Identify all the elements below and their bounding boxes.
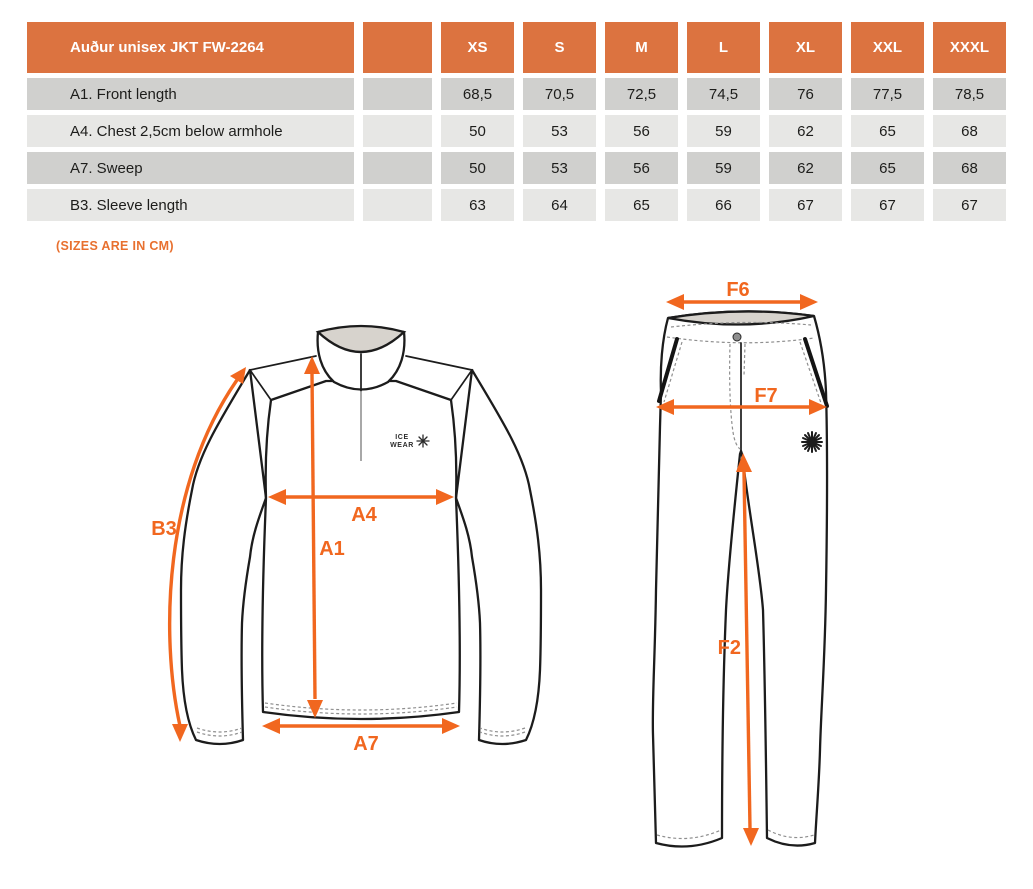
sizes-unit-note: (SIZES ARE IN CM)	[56, 239, 174, 253]
label-a7: A7	[353, 733, 379, 755]
spacer-cell	[363, 22, 432, 73]
arrow-f6	[666, 279, 818, 310]
size-header-l: L	[687, 22, 760, 73]
label-f7: F7	[754, 385, 778, 407]
spacer-cell	[363, 152, 432, 184]
row-label-sleeve-length: B3. Sleeve length	[27, 189, 354, 221]
table-value: 72,5	[605, 78, 678, 110]
table-value: 77,5	[851, 78, 924, 110]
row-label-chest: A4. Chest 2,5cm below armhole	[27, 115, 354, 147]
size-header-m: M	[605, 22, 678, 73]
pants-body	[653, 311, 827, 846]
table-value: 74,5	[687, 78, 760, 110]
table-value: 78,5	[933, 78, 1006, 110]
table-value: 63	[441, 189, 514, 221]
size-header-xxl: XXL	[851, 22, 924, 73]
spacer-cell	[363, 115, 432, 147]
table-value: 68	[933, 115, 1006, 147]
table-value: 76	[769, 78, 842, 110]
table-value: 53	[523, 115, 596, 147]
snowflake-icon	[417, 435, 429, 447]
table-value: 56	[605, 115, 678, 147]
table-value: 62	[769, 115, 842, 147]
size-header-xl: XL	[769, 22, 842, 73]
pants-measurement-diagram	[630, 280, 850, 870]
label-b3: B3	[151, 518, 177, 540]
label-a1: A1	[319, 538, 345, 560]
size-header-xs: XS	[441, 22, 514, 73]
table-value: 50	[441, 115, 514, 147]
table-value: 56	[605, 152, 678, 184]
table-value: 65	[851, 115, 924, 147]
size-header-s: S	[523, 22, 596, 73]
size-header-xxxl: XXXL	[933, 22, 1006, 73]
row-label-front-length: A1. Front length	[27, 78, 354, 110]
row-label-sweep: A7. Sweep	[27, 152, 354, 184]
waist-button	[733, 333, 741, 341]
table-value: 65	[851, 152, 924, 184]
table-title: Auður unisex JKT FW-2264	[27, 22, 354, 73]
label-a4: A4	[351, 504, 377, 526]
snowflake-icon	[802, 432, 822, 452]
logo-text-wear: WEAR	[390, 442, 414, 449]
label-f6: F6	[726, 279, 750, 301]
spacer-cell	[363, 189, 432, 221]
size-table	[27, 22, 1006, 221]
jacket-right-sleeve	[456, 370, 541, 744]
logo-text-ice: ICE	[395, 434, 409, 441]
table-value: 70,5	[523, 78, 596, 110]
label-f2: F2	[717, 637, 741, 659]
table-value: 64	[523, 189, 596, 221]
table-value: 65	[605, 189, 678, 221]
table-value: 68,5	[441, 78, 514, 110]
spacer-cell	[363, 78, 432, 110]
table-value: 50	[441, 152, 514, 184]
table-value: 68	[933, 152, 1006, 184]
table-value: 67	[851, 189, 924, 221]
table-value: 59	[687, 115, 760, 147]
arrow-a7	[262, 718, 460, 755]
table-value: 62	[769, 152, 842, 184]
jacket-left-sleeve	[181, 370, 266, 744]
table-value: 59	[687, 152, 760, 184]
table-value: 67	[769, 189, 842, 221]
table-value: 67	[933, 189, 1006, 221]
jacket-measurement-diagram	[140, 290, 580, 780]
table-value: 53	[523, 152, 596, 184]
table-value: 66	[687, 189, 760, 221]
